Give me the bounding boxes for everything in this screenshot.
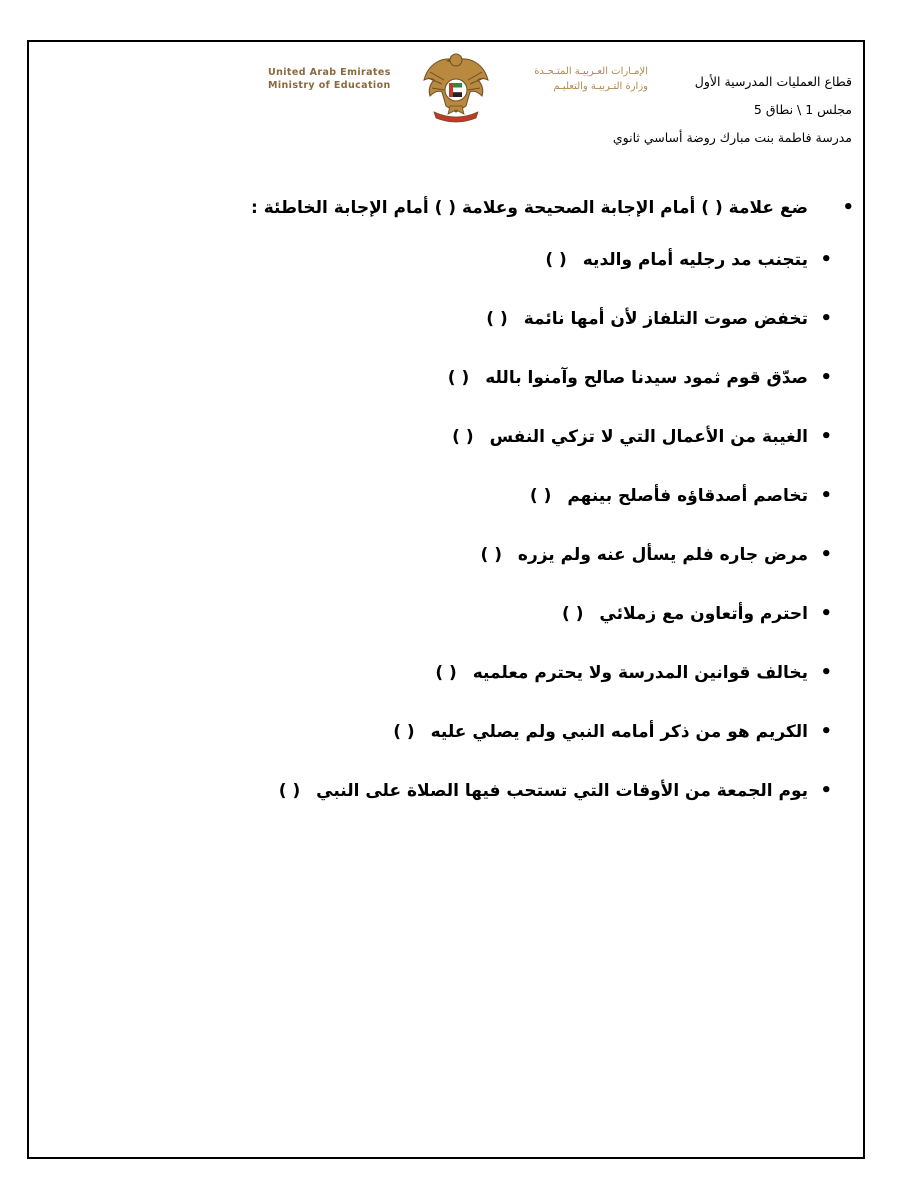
list-item bbox=[54, 307, 854, 331]
exercise-instruction bbox=[54, 190, 854, 226]
statement-text: يخالف قوانين المدرسة ولا يحترم معلميه bbox=[472, 663, 808, 683]
bullet-icon: • bbox=[820, 367, 832, 388]
instruction-text: ضع علامة ( ) أمام الإجابة الصحيحة وعلامة ( ) أمام الإجابة الخاطئة : bbox=[251, 198, 808, 218]
statement-text: احترم وأتعاون مع زملائي bbox=[599, 604, 808, 624]
logo-en-line2: Ministry of Education bbox=[268, 80, 391, 91]
answer-box[interactable]: ( ) bbox=[278, 781, 301, 801]
answer-box[interactable]: ( ) bbox=[393, 722, 415, 742]
list-item bbox=[54, 484, 854, 508]
bullet-icon: • bbox=[820, 485, 832, 506]
answer-box[interactable]: ( ) bbox=[480, 545, 502, 565]
bullet-icon: • bbox=[820, 544, 832, 565]
exercise-section bbox=[54, 190, 854, 803]
statement-text: صدّق قوم ثمود سيدنا صالح وآمنوا بالله bbox=[485, 368, 808, 388]
true-false-list bbox=[54, 248, 854, 803]
header-sector: قطاع العمليات المدرسية الأول bbox=[694, 74, 852, 89]
list-item bbox=[54, 425, 854, 449]
bullet-icon: • bbox=[820, 603, 832, 624]
bullet-icon: • bbox=[820, 721, 832, 742]
list-item bbox=[54, 248, 854, 272]
answer-box[interactable]: ( ) bbox=[545, 250, 567, 270]
answer-box[interactable]: ( ) bbox=[452, 427, 474, 447]
logo-en-line1: United Arab Emirates bbox=[268, 67, 391, 78]
statement-text: الغيبة من الأعمال التي لا تزكي النفس bbox=[489, 427, 808, 447]
answer-box[interactable]: ( ) bbox=[435, 663, 457, 683]
statement-text: تخاصم أصدقاؤه فأصلح بينهم bbox=[567, 486, 808, 506]
ministry-logo bbox=[268, 50, 648, 125]
answer-box[interactable]: ( ) bbox=[529, 486, 552, 506]
header-school-name: مدرسة فاطمة بنت مبارك روضة أساسي ثانوي bbox=[612, 130, 852, 145]
bullet-icon: • bbox=[820, 780, 832, 801]
bullet-icon: • bbox=[842, 197, 854, 218]
list-item bbox=[54, 543, 854, 567]
bullet-icon: • bbox=[820, 308, 832, 329]
list-item bbox=[54, 661, 854, 685]
answer-box[interactable]: ( ) bbox=[562, 604, 584, 624]
bullet-icon: • bbox=[820, 249, 832, 270]
answer-box[interactable]: ( ) bbox=[447, 368, 470, 388]
header-council: مجلس 1 \ نطاق 5 bbox=[753, 102, 852, 117]
logo-english-text bbox=[268, 66, 391, 92]
statement-text: يتجنب مد رجليه أمام والديه bbox=[582, 250, 808, 270]
logo-ar-line2: وزارة التـربيـة والتعليـم bbox=[553, 81, 648, 92]
uae-falcon-emblem-icon bbox=[420, 50, 492, 125]
logo-arabic-text bbox=[534, 64, 648, 94]
bullet-icon: • bbox=[820, 662, 832, 683]
school-header bbox=[613, 68, 852, 152]
statement-text: مرض جاره فلم يسأل عنه ولم يزره bbox=[517, 545, 808, 565]
statement-text: يوم الجمعة من الأوقات التي تستحب فيها الصلاة على النبي bbox=[316, 781, 808, 801]
bullet-icon: • bbox=[820, 426, 832, 447]
list-item bbox=[54, 602, 854, 626]
list-item bbox=[54, 366, 854, 390]
statement-text: الكريم هو من ذكر أمامه النبي ولم يصلي عليه bbox=[430, 722, 808, 742]
list-item bbox=[54, 720, 854, 744]
logo-ar-line1: الإمـارات العـربيـة المتـحـدة bbox=[534, 66, 648, 77]
statement-text: تخفض صوت التلفاز لأن أمها نائمة bbox=[523, 309, 808, 329]
answer-box[interactable]: ( ) bbox=[486, 309, 508, 329]
list-item bbox=[54, 779, 854, 803]
